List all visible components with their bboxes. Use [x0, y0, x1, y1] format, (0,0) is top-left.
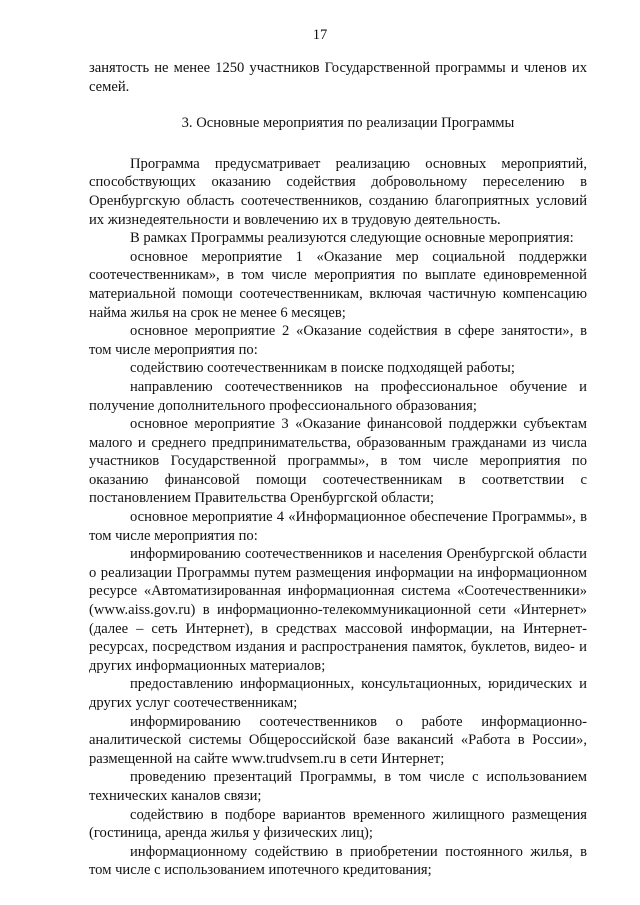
- paragraph: информированию соотечественников и населения Оренбургской области о реализации Программы путем размещения информации на информационном ресурсе «Автоматизированная информационная система «Соотечественники» (www.aiss.gov.ru) в информационно-телекоммуникационной сети «Интернет» (далее – сеть Интернет), в средствах массовой информации, на Интернет-ресурсах, посредством издания и распространения памяток, буклетов, видео- и других информационных материалов;: [89, 546, 587, 674]
- paragraph: направлению соотечественников на профессиональное обучение и получение дополнительного профессионального образования;: [89, 378, 587, 414]
- paragraph: информационному содействию в приобретении постоянного жилья, в том числе с использованием ипотечного кредитования;: [89, 843, 587, 879]
- paragraph: предоставлению информационных, консультационных, юридических и других услуг соотечественникам;: [89, 676, 587, 711]
- paragraph: Программа предусматривает реализацию основных мероприятий, способствующих оказанию содействия добровольному переселению в Оренбургскую область соотечественников, созданию благоприятных условий их жизнедеятельности и вовлечению их в трудовую деятельность.: [89, 155, 587, 228]
- page-number: 17: [312, 27, 328, 43]
- paragraph: содействию в подборе вариантов временного жилищного размещения (гостиница, аренда жилья у физических лиц);: [89, 806, 587, 842]
- paragraph: информированию соотечественников о работе информационно-аналитической системы Общероссийской базе вакансий «Работа в России», размещенной на сайте www.trudvsem.ru в сети Интернет;: [89, 713, 587, 767]
- document-body: [89, 59, 587, 880]
- paragraph: основное мероприятие 3 «Оказание финансовой поддержки субъектам малого и среднего предпринимательства, образованным гражданами из числа участников Государственной программы», в том числе мероприятия по оказанию финансовой помощи соотечественникам в соответствии с постановлением Правительства Оренбургской области;: [89, 416, 587, 507]
- paragraph: В рамках Программы реализуются следующие основные мероприятия:: [130, 230, 574, 247]
- paragraph: проведению презентаций Программы, в том числе с использованием технических каналов связи;: [89, 769, 587, 804]
- paragraph: содействию соотечественникам в поиске подходящей работы;: [130, 360, 515, 377]
- intro-paragraph: занятость не менее 1250 участников Государственной программы и членов их семей.: [89, 60, 587, 95]
- paragraph: основное мероприятие 2 «Оказание содействия в сфере занятости», в том числе мероприятия по:: [89, 323, 587, 358]
- paragraph: основное мероприятие 4 «Информационное обеспечение Программы», в том числе мероприятия по:: [89, 509, 587, 544]
- paragraph: основное мероприятие 1 «Оказание мер социальной поддержки соотечественникам», в том числе мероприятия по выплате единовременной материальной помощи соотечественникам, включая частичную компенсацию найма жилья на срок не менее 6 месяцев;: [89, 248, 587, 321]
- section-heading: 3. Основные мероприятия по реализации Программы: [181, 115, 515, 132]
